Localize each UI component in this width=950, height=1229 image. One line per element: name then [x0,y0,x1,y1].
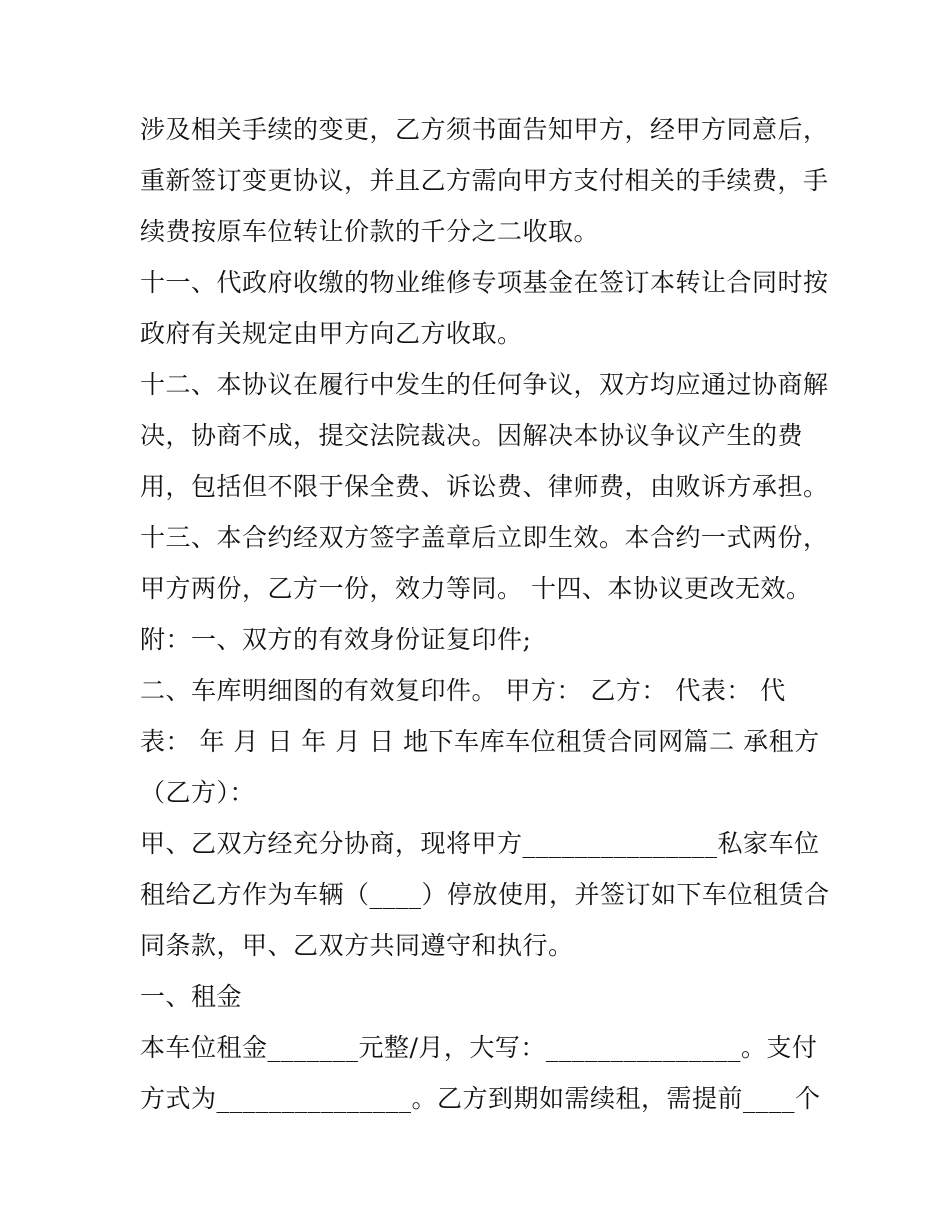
text-line: 决，协商不成，提交法院裁决。因解决本协议争议产生的费 [140,421,804,450]
text-line: 续费按原车位转让价款的千分之二收取。 [140,217,600,246]
text-line: 用，包括但不限于保全费、诉讼费、律师费，由败诉方承担。 [140,472,829,501]
text-line: 甲方两份，乙方一份，效力等同。 十四、本协议更改无效。 [140,574,812,603]
text-line: （乙方）： [140,778,256,807]
text-line: 表： 年 月 日 年 月 日 地下车库车位租赁合同网篇二 承租方 [140,727,820,756]
text-line: 一、租金 [140,982,243,1011]
text-line: 租给乙方作为车辆（____）停放使用，并签订如下车位租赁合 [140,880,830,909]
text-line: 十二、本协议在履行中发生的任何争议，双方均应通过协商解 [140,370,829,399]
text-line: 方式为_______________。乙方到期如需续租，需提前____个 [140,1084,821,1113]
text-line: 重新签订变更协议，并且乙方需向甲方支付相关的手续费，手 [140,166,829,195]
text-line: 同条款，甲、乙双方共同遵守和执行。 [140,931,574,960]
document-body [140,104,840,1124]
text-line: 附：一、双方的有效身份证复印件; [140,625,532,654]
text-line: 十三、本合约经双方签字盖章后立即生效。本合约一式两份， [140,523,829,552]
text-line: 政府有关规定由甲方向乙方收取。 [140,319,523,348]
text-line: 本车位租金_______元整/月，大写：_______________。支付 [140,1033,818,1062]
text-line: 甲、乙双方经充分协商，现将甲方_______________私家车位 [140,829,820,858]
text-line: 涉及相关手续的变更，乙方须书面告知甲方，经甲方同意后， [140,115,829,144]
text-line: 二、车库明细图的有效复印件。 甲方： 乙方： 代表： 代 [140,676,786,705]
text-line: 十一、代政府收缴的物业维修专项基金在签订本转让合同时按 [140,268,829,297]
